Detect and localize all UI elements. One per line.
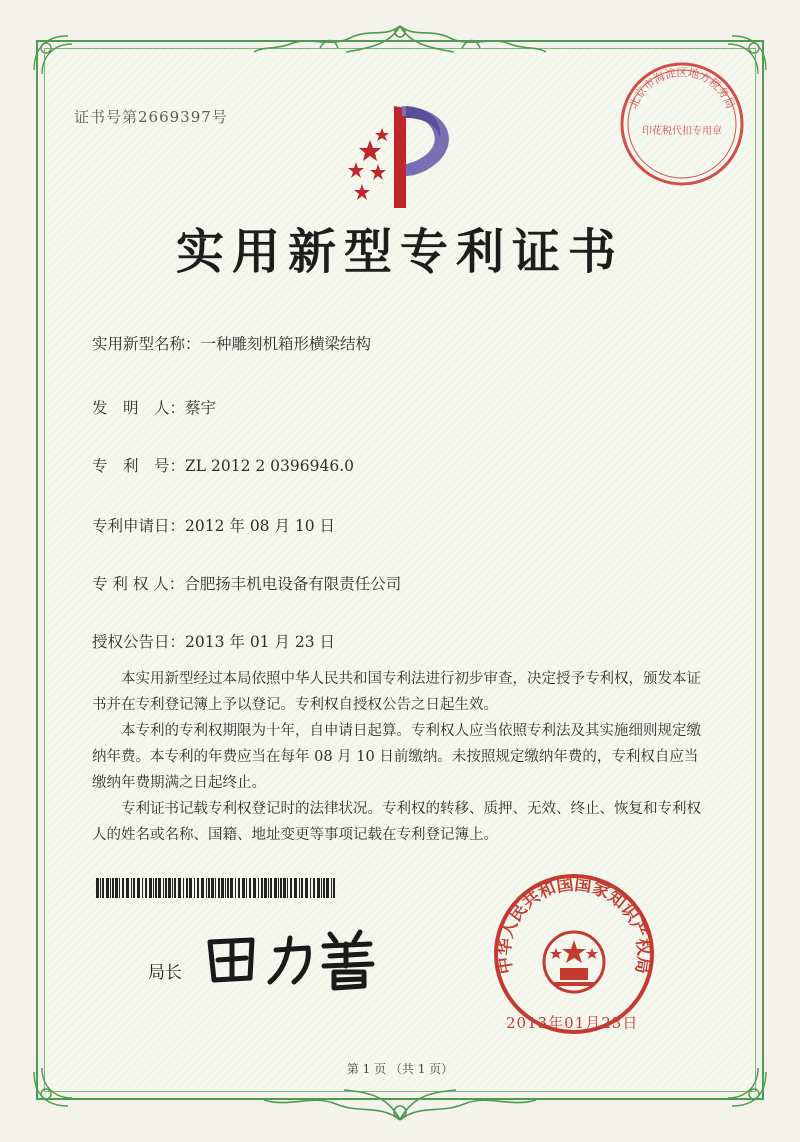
barcode-bar	[326, 878, 329, 898]
barcode-bar	[253, 878, 256, 898]
top-ornament	[250, 18, 550, 68]
barcode-bar	[133, 878, 135, 898]
barcode-bar	[122, 878, 124, 898]
tax-seal-outer-text: 北京市海淀区地方税务局	[626, 66, 738, 111]
national-emblem-icon	[544, 932, 604, 992]
barcode-bar	[183, 878, 184, 898]
field-value: 2012 年 08 月 10 日	[185, 517, 336, 535]
field-label: 专 利 号：	[92, 457, 186, 475]
tax-seal	[616, 58, 748, 190]
field-patentee	[92, 572, 401, 594]
barcode-bar	[270, 878, 272, 898]
barcode-bar	[287, 878, 288, 898]
barcode-bar	[211, 878, 214, 898]
barcode-bar	[186, 878, 188, 898]
field-value: ZL 2012 2 0396946.0	[185, 457, 354, 475]
tax-seal-inner-text: 印花税代扣专用章	[642, 126, 722, 137]
page-number: 第 1 页 （共 1 页）	[346, 1062, 454, 1076]
field-patent-number	[92, 454, 354, 476]
barcode-bar	[225, 878, 226, 898]
field-utility-model-name	[92, 332, 371, 354]
field-label: 发 明 人：	[92, 399, 186, 417]
field-label: 专利申请日：	[92, 517, 186, 535]
barcode-bar	[249, 878, 251, 898]
barcode-bar	[230, 878, 233, 898]
barcode-bar	[153, 878, 154, 898]
body-paragraph-3: 专利证书记载专利权登记时的法律状况。专利权的转移、质押、无效、终止、恢复和专利权人的姓名或名称、国籍、地址变更等事项记载在专利登记簿上。	[92, 801, 701, 843]
barcode-bar	[301, 878, 303, 898]
barcode-bar	[163, 878, 164, 898]
barcode-bar	[197, 878, 199, 898]
director-label: 局长	[148, 963, 182, 983]
barcode-bar	[174, 878, 176, 898]
barcode-bar	[102, 878, 104, 898]
barcode-bar	[261, 878, 263, 898]
field-value: 合肥扬丰机电设备有限责任公司	[184, 575, 402, 593]
field-value: 蔡宇	[185, 399, 217, 417]
barcode-bar	[280, 878, 282, 898]
barcode-bar	[310, 878, 311, 898]
barcode-bar	[242, 878, 245, 898]
barcode-bar	[165, 878, 167, 898]
barcode-bar	[331, 878, 332, 898]
field-application-date	[92, 514, 335, 536]
barcode-bar	[112, 878, 114, 898]
barcode-bar	[274, 878, 277, 898]
barcode-bar	[201, 878, 204, 898]
barcode-bar	[115, 878, 118, 898]
svg-text:北京市海淀区地方税务局	[627, 65, 737, 110]
barcode-bar	[131, 878, 132, 898]
barcode-bar	[96, 878, 99, 898]
barcode-bar	[119, 878, 120, 898]
body-paragraph-2: 本专利的专利权期限为十年，自申请日起算。专利权人应当依照专利法及其实施细则规定缴纳年费。本专利的年费应当在每年 08 月 10 日前缴纳。未按照规定缴纳年费的，专利权自应当缴纳年费期满之日起终止。	[92, 723, 701, 791]
barcode-bar	[264, 878, 267, 898]
barcode-bar	[218, 878, 220, 898]
barcode-bar	[145, 878, 147, 898]
barcode-bar	[323, 878, 325, 898]
barcode-bar	[305, 878, 308, 898]
field-label: 授权公告日：	[92, 633, 186, 651]
barcode-bar	[333, 878, 335, 898]
barcode-bar	[238, 878, 240, 898]
certificate-body	[92, 666, 708, 848]
barcode-bar	[283, 878, 286, 898]
barcode-bar	[235, 878, 236, 898]
barcode-bar	[106, 878, 109, 898]
barcode-bar	[294, 878, 297, 898]
barcode-bar	[221, 878, 224, 898]
barcode-bar	[178, 878, 181, 898]
barcode-bar	[110, 878, 111, 898]
barcode-bar	[172, 878, 173, 898]
barcode-bar	[142, 878, 143, 898]
corner-ornament-top-left	[28, 30, 100, 102]
patent-office-logo	[336, 98, 470, 210]
certificate-title: 实用新型专利证书	[175, 224, 624, 280]
field-inventor	[92, 396, 216, 418]
barcode	[96, 878, 338, 898]
barcode-bar	[155, 878, 157, 898]
svg-text:中华人民共和国国家知识产权局	[494, 875, 655, 976]
barcode-bar	[208, 878, 210, 898]
field-value: 一种雕刻机箱形横梁结构	[200, 335, 372, 353]
barcode-bar	[278, 878, 279, 898]
sipo-seal-text: 中华人民共和国国家知识产权局	[494, 874, 654, 976]
barcode-bar	[313, 878, 315, 898]
barcode-bar	[149, 878, 152, 898]
seal-date: 2013年01月23日	[506, 1014, 639, 1032]
barcode-bar	[137, 878, 140, 898]
barcode-bar	[258, 878, 259, 898]
barcode-bar	[189, 878, 192, 898]
barcode-bar	[299, 878, 300, 898]
barcode-bar	[321, 878, 322, 898]
field-label: 专 利 权 人：	[92, 575, 185, 593]
body-paragraph-1: 本实用新型经过本局依照中华人民共和国专利法进行初步审查，决定授予专利权，颁发本证书并在专利登记簿上予以登记。专利权自授权公告之日起生效。	[92, 671, 701, 713]
barcode-bar	[100, 878, 101, 898]
barcode-bar	[126, 878, 129, 898]
field-value: 2013 年 01 月 23 日	[185, 633, 336, 651]
field-grant-date	[92, 630, 335, 652]
barcode-bar	[206, 878, 207, 898]
barcode-bar	[168, 878, 171, 898]
barcode-bar	[317, 878, 320, 898]
director-signature	[200, 920, 390, 992]
certificate-number: 证书号第2669397号	[74, 108, 228, 126]
barcode-bar	[268, 878, 269, 898]
barcode-bar	[227, 878, 229, 898]
barcode-bar	[194, 878, 195, 898]
field-label: 实用新型名称：	[92, 335, 201, 353]
barcode-bar	[246, 878, 247, 898]
barcode-bar	[215, 878, 216, 898]
barcode-bar	[290, 878, 292, 898]
barcode-bar	[158, 878, 161, 898]
